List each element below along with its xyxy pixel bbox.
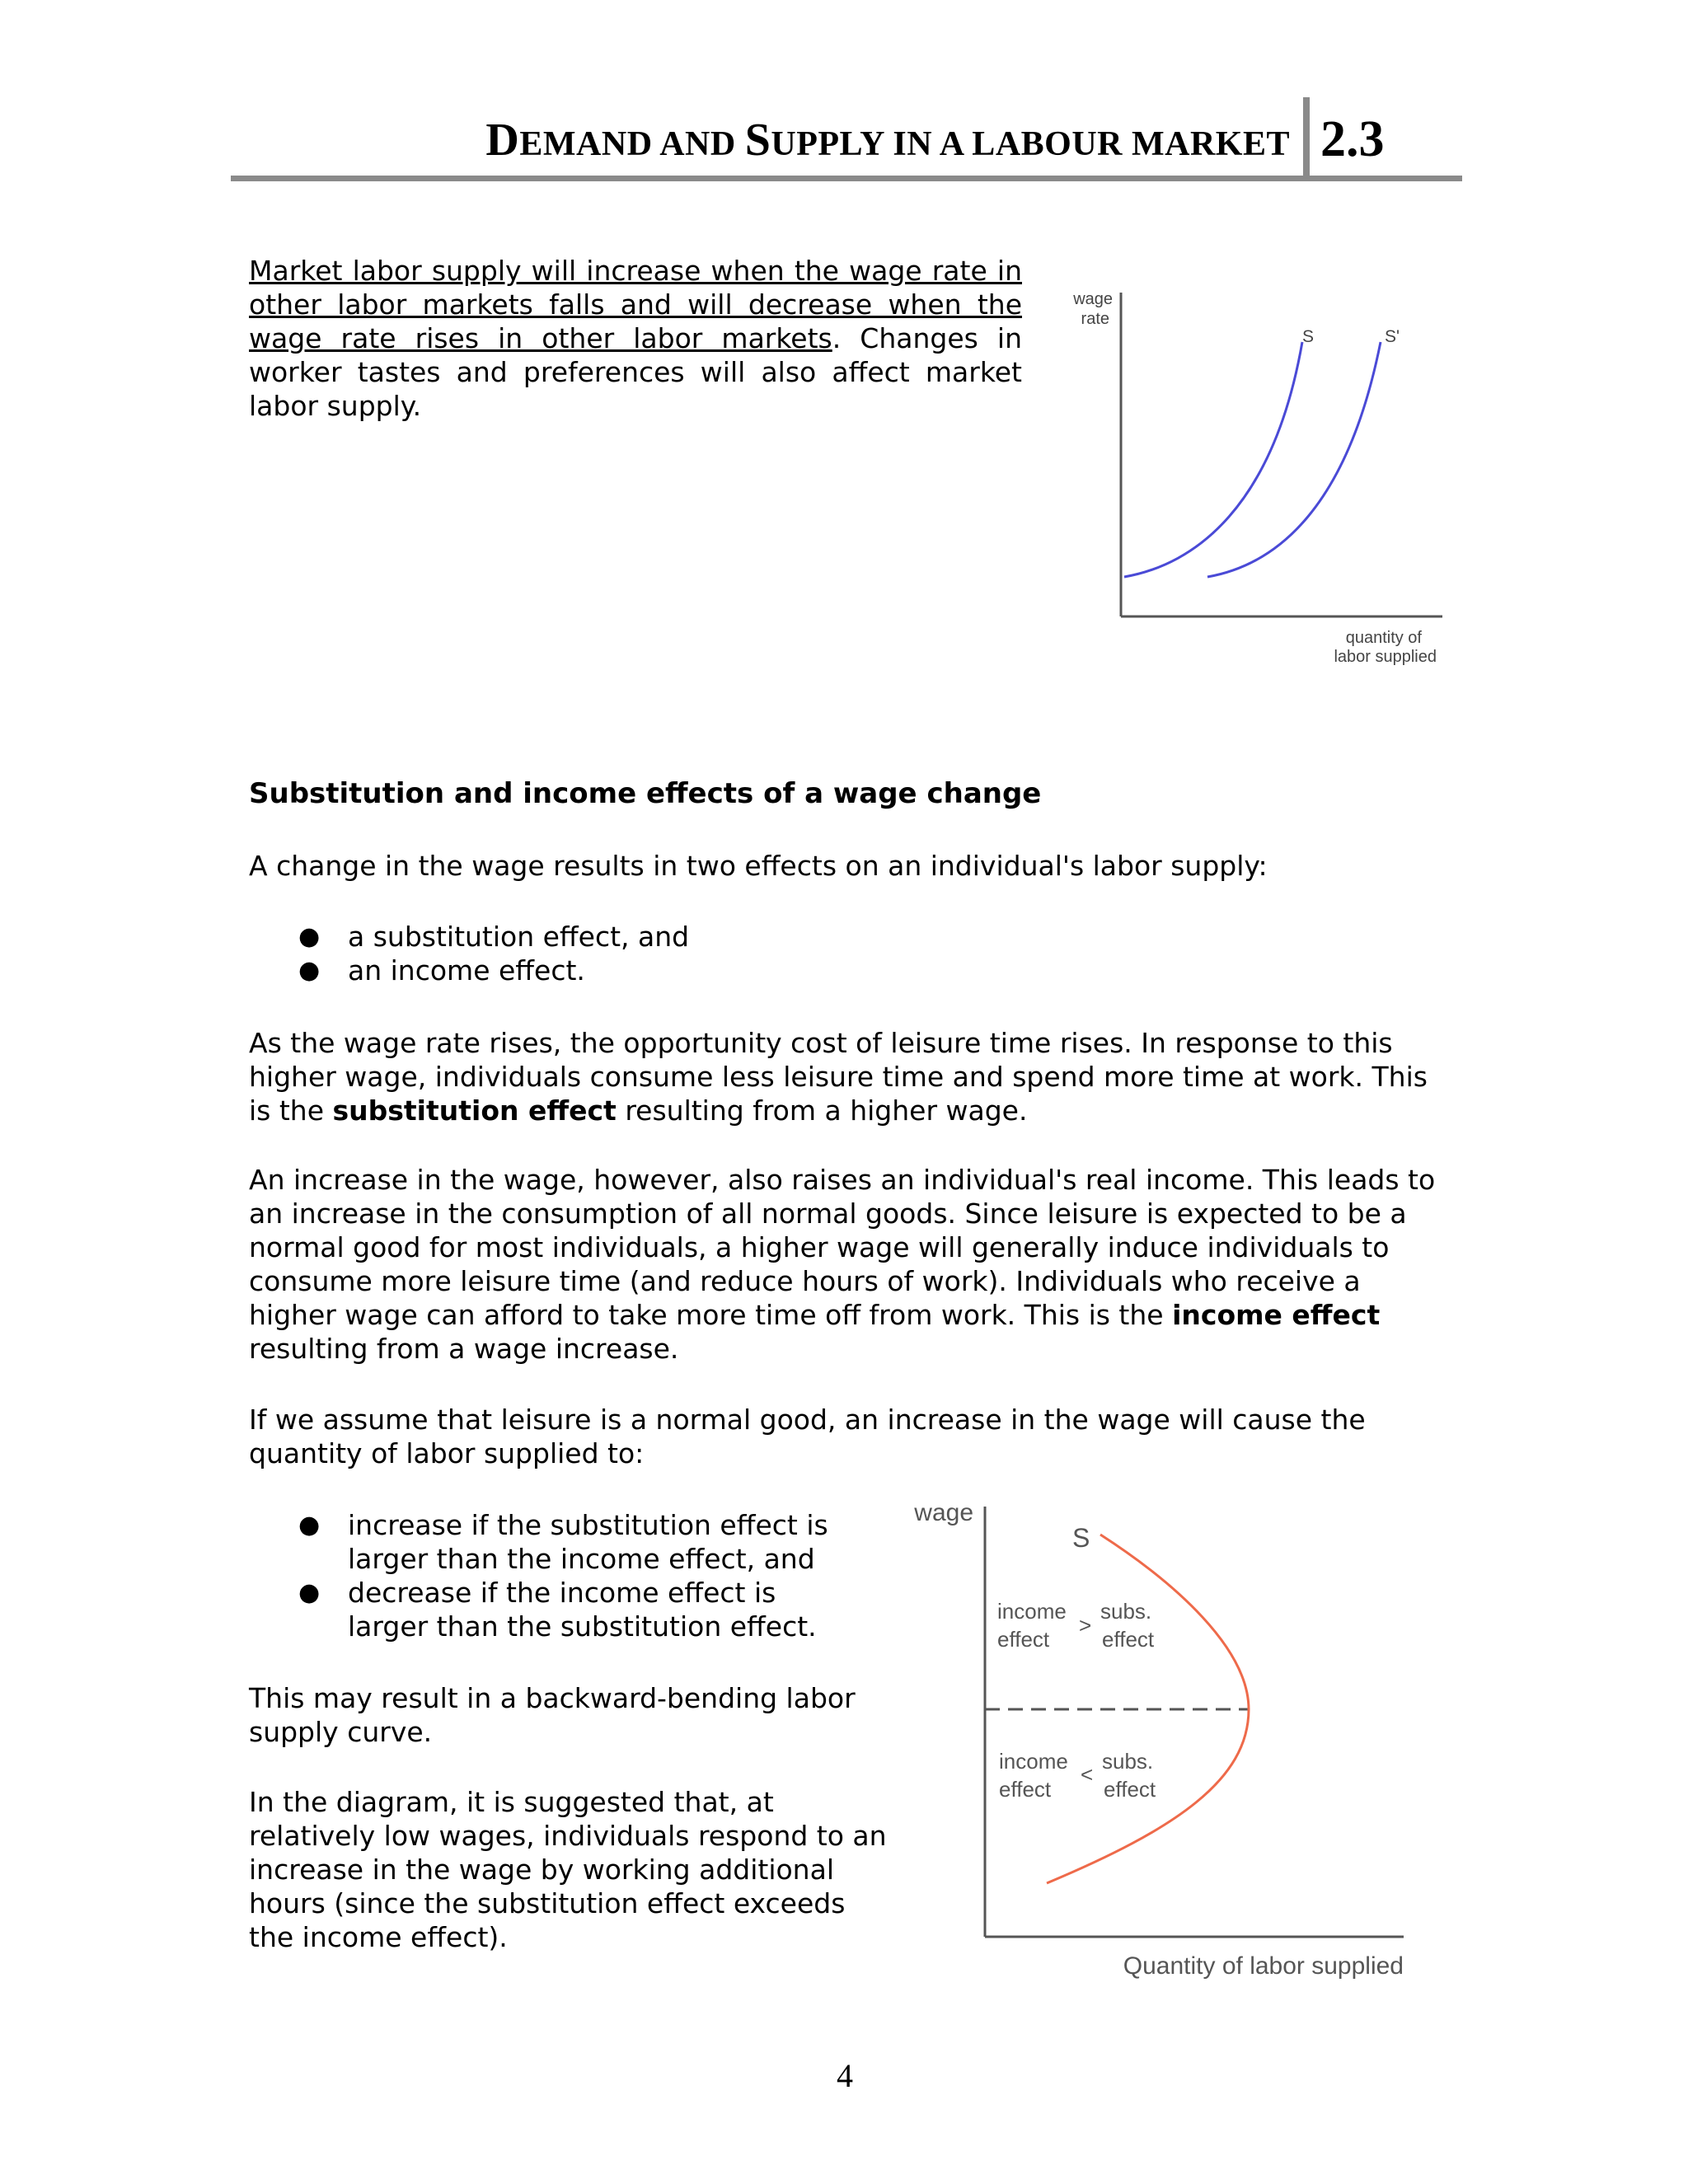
paragraph-substitution-effect bbox=[249, 1026, 1452, 1127]
lower-subs-label-1: subs. bbox=[1102, 1749, 1154, 1774]
list-item bbox=[249, 1576, 851, 1643]
p2-text-b: resulting from a higher wage. bbox=[616, 1094, 1028, 1127]
p2-bold-term: substitution effect bbox=[332, 1094, 617, 1127]
chart1-ylabel-1: wage bbox=[1073, 290, 1113, 308]
intro-paragraph bbox=[249, 254, 1022, 423]
p3-text-a: An increase in the wage, however, also raises an individual's real income. This leads to an increase in the consumption of all normal goods. Since leisure is expected to be a normal good for most individuals, a higher wage will generally induce individuals to consume more leisure time (and reduce hours of work). Individuals who receive a higher wage can afford to take more time off from work. This is the bbox=[249, 1164, 1436, 1331]
list-item-text: increase if the substitution effect is larger than the income effect, and bbox=[348, 1509, 828, 1575]
upper-income-label-2: effect bbox=[997, 1627, 1050, 1652]
list-item bbox=[249, 1508, 851, 1576]
paragraph-diagram-explanation: In the diagram, it is suggested that, at relatively low wages, individuals respond to an increase in the wage by working additional hours (since the substitution effect exceeds the income effect). bbox=[249, 1786, 887, 1953]
header-rule bbox=[231, 176, 1462, 181]
chart1-label-s-prime: S' bbox=[1385, 327, 1400, 346]
effects-list bbox=[249, 920, 1238, 987]
header-title-part-1: EMAND AND bbox=[519, 125, 745, 163]
paragraph-income-effect bbox=[249, 1163, 1454, 1366]
bullet-icon: ● bbox=[298, 956, 321, 985]
page-number: 4 bbox=[837, 2057, 853, 2094]
chart1-xlabel-1: quantity of bbox=[1345, 629, 1422, 647]
list-item-text: a substitution effect, and bbox=[348, 921, 690, 953]
paragraph-backward-bending: This may result in a backward-bending labor supply curve. bbox=[249, 1682, 856, 1748]
section-number: 2.3 bbox=[1320, 111, 1385, 167]
chart1-xlabel-2: labor supplied bbox=[1334, 648, 1437, 666]
chart1-label-s: S bbox=[1302, 327, 1315, 346]
list-item-text: decrease if the income effect is larger than the substitution effect. bbox=[348, 1577, 817, 1643]
p3-text-b: resulting from a wage increase. bbox=[249, 1333, 679, 1365]
lower-income-label-2: effect bbox=[999, 1777, 1052, 1802]
section-heading: Substitution and income effects of a wage change bbox=[249, 777, 1042, 810]
chart2-curve-label: S bbox=[1072, 1523, 1090, 1553]
upper-operator: > bbox=[1079, 1613, 1092, 1638]
supply-shift-chart bbox=[1055, 280, 1451, 676]
chart2-xlabel: Quantity of labor supplied bbox=[1123, 1952, 1404, 1980]
outcome-list bbox=[249, 1508, 851, 1643]
list-item-text: an income effect. bbox=[348, 954, 585, 987]
lower-operator: < bbox=[1081, 1762, 1094, 1787]
bullet-icon: ● bbox=[298, 1511, 321, 1540]
backward-bending-supply-chart bbox=[894, 1483, 1422, 1986]
lower-subs-label-2: effect bbox=[1104, 1777, 1156, 1802]
paragraph-assumption: If we assume that leisure is a normal good, an increase in the wage will cause the quantity of labor supplied to: bbox=[249, 1404, 1366, 1469]
paragraph-two-effects: A change in the wage results in two effects on an individual's labor supply: bbox=[249, 850, 1268, 882]
header-divider-vertical bbox=[1303, 97, 1310, 180]
header-title-initial-s: S bbox=[744, 115, 771, 166]
bullet-icon: ● bbox=[298, 1578, 321, 1607]
bullet-icon: ● bbox=[298, 922, 321, 951]
chart1-ylabel-2: rate bbox=[1081, 310, 1109, 328]
p3-bold-term: income effect bbox=[1172, 1299, 1381, 1331]
list-item bbox=[249, 920, 1238, 954]
intro-underlined-text: Market labor supply will increase when the wage rate in other labor markets falls and will decrease when the wage rate rises in other labor markets bbox=[249, 255, 1022, 354]
chart2-ylabel: wage bbox=[914, 1499, 973, 1526]
upper-subs-label-2: effect bbox=[1102, 1627, 1155, 1652]
header-title-part-2: UPPLY IN A LABOUR MARKET bbox=[771, 125, 1290, 163]
intro-rest-text: . Changes in worker tastes and preferences will also affect market labor supply. bbox=[249, 322, 1022, 422]
upper-income-label-1: income bbox=[997, 1599, 1067, 1624]
p2-text-a: As the wage rate rises, the opportunity cost of leisure time rises. In response to this higher wage, individuals consume less leisure time and spend more time at work. This is the bbox=[249, 1027, 1428, 1127]
chart1-curve-s bbox=[1124, 342, 1302, 577]
page-header-title bbox=[429, 114, 1290, 171]
list-item bbox=[249, 954, 1238, 987]
header-title-initial-d: D bbox=[485, 115, 520, 166]
upper-subs-label-1: subs. bbox=[1100, 1599, 1152, 1624]
lower-income-label-1: income bbox=[999, 1749, 1068, 1774]
